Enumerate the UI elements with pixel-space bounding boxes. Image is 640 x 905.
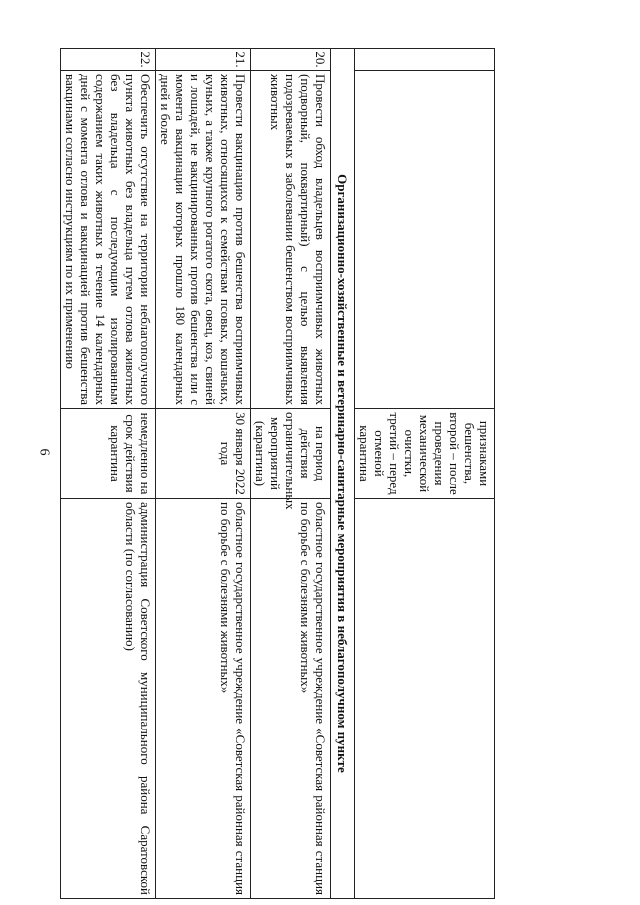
continuation-num-cell	[355, 49, 495, 71]
continuation-action-cell	[355, 71, 495, 409]
row-executor: областное государственное учреждение «Советская районная станция по борьбе с болезнями животных»	[251, 499, 331, 899]
row-executor: администрация Советского муниципального района Саратовской области (по согласованию)	[61, 499, 156, 899]
continuation-row	[355, 49, 495, 899]
table-row	[251, 49, 331, 899]
page-number: 6	[36, 448, 52, 456]
row-action: Обеспечить отсутствие на территории неблагополучного пункта животных без владельца путем отлова животных без владельца с последующим изолированным содержанием таких животных в течение 14 календарных дней с момента отлова и вакцинацией против бешенства вакцинами согласно инструкциям по их применению	[61, 71, 156, 409]
row-deadline: 30 января 2022 года	[156, 409, 251, 499]
row-deadline: немедленно на срок действия карантина	[61, 409, 156, 499]
section-title: Организационно-хозяйственные и ветеринарно-санитарные мероприятия в неблагополучном пункте	[331, 49, 355, 899]
row-executor: областное государственное учреждение «Советская районная станция по борьбе с болезнями животных»	[156, 499, 251, 899]
row-number: 20.	[251, 49, 331, 71]
row-number: 21.	[156, 49, 251, 71]
rotated-table-container	[63, 48, 495, 898]
table-row	[156, 49, 251, 899]
row-deadline: на период действия ограничительных мероприятий (карантина)	[251, 409, 331, 499]
row-number: 22.	[61, 49, 156, 71]
section-header-row	[331, 49, 355, 899]
continuation-executor-cell	[355, 499, 495, 899]
table-row	[61, 49, 156, 899]
measures-table	[60, 48, 495, 899]
continuation-deadline: признаками бешенства, второй – после проведения механической очистки, третий – перед отменой карантина	[355, 409, 495, 499]
row-action: Провести обход владельцев восприимчивых животных (подворный, поквартирный) с целью выявления подозреваемых в заболевании бешенством восприимчивых животных	[251, 71, 331, 409]
row-action: Провести вакцинацию против бешенства восприимчивых животных, относящихся к семействам псовых, кошачьих, куньих, а также крупного рогатого скота, овец, коз, свиней и лошадей, не вакцинированных против бешенства или с момента вакцинации которых прошло 180 календарных дней и более	[156, 71, 251, 409]
